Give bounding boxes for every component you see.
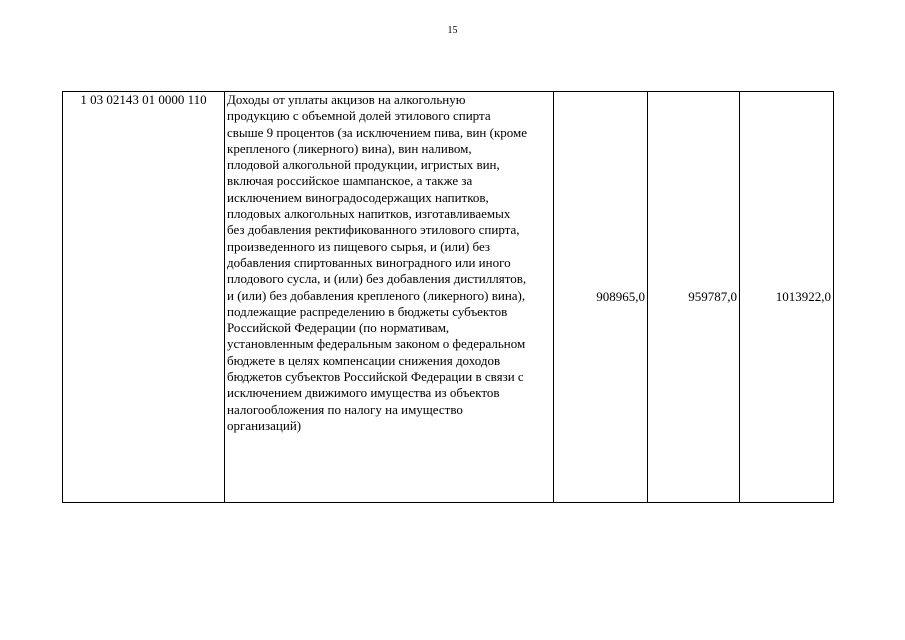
description-line: включая российское шампанское, а также за <box>227 173 473 189</box>
table-row <box>63 92 834 503</box>
description-line: организаций) <box>227 417 302 433</box>
description-line: подлежащие распределению в бюджеты субъектов <box>227 303 508 319</box>
value-year-2: 959787,0 <box>648 92 740 503</box>
description-line: исключением виноградосодержащих напитков, <box>227 189 489 205</box>
budget-table <box>62 91 834 503</box>
description-line: бюджетов субъектов Российской Федерации в связи с <box>227 369 524 385</box>
description-line: установленным федеральным законом о федеральном <box>227 336 526 352</box>
description-line: и (или) без добавления крепленого (ликерного) вина), <box>227 287 526 303</box>
value-year-3: 1013922,0 <box>740 92 834 503</box>
page-number: 15 <box>447 25 458 36</box>
description-line: налогообложения по налогу на имущество <box>227 401 463 417</box>
description-line: свыше 9 процентов (за исключением пива, вин (кроме <box>227 124 528 140</box>
description-line: бюджете в целях компенсации снижения доходов <box>227 352 501 368</box>
description-line: Российской Федерации (по нормативам, <box>227 320 450 336</box>
description-line: плодового сусла, и (или) без добавления дистиллятов, <box>227 271 527 287</box>
budget-classification-code: 1 03 02143 01 0000 110 <box>63 92 225 503</box>
description-line: плодовой алкогольной продукции, игристых вин, <box>227 157 500 173</box>
description-line: крепленого (ликерного) вина), вин наливом, <box>227 140 472 156</box>
description-line: исключением движимого имущества из объектов <box>227 385 500 401</box>
description-line: плодовых алкогольных напитков, изготавливаемых <box>227 206 511 222</box>
description-line: Доходы от уплаты акцизов на алкогольную <box>227 92 466 107</box>
value-year-1: 908965,0 <box>554 92 648 503</box>
income-description <box>225 92 554 503</box>
description-line: продукцию с объемной долей этилового спирта <box>227 108 491 124</box>
description-line: без добавления ректификованного этилового спирта, <box>227 222 520 238</box>
description-line: добавления спиртованных виноградного или иного <box>227 254 511 270</box>
description-line: произведенного из пищевого сырья, и (или) без <box>227 238 491 254</box>
